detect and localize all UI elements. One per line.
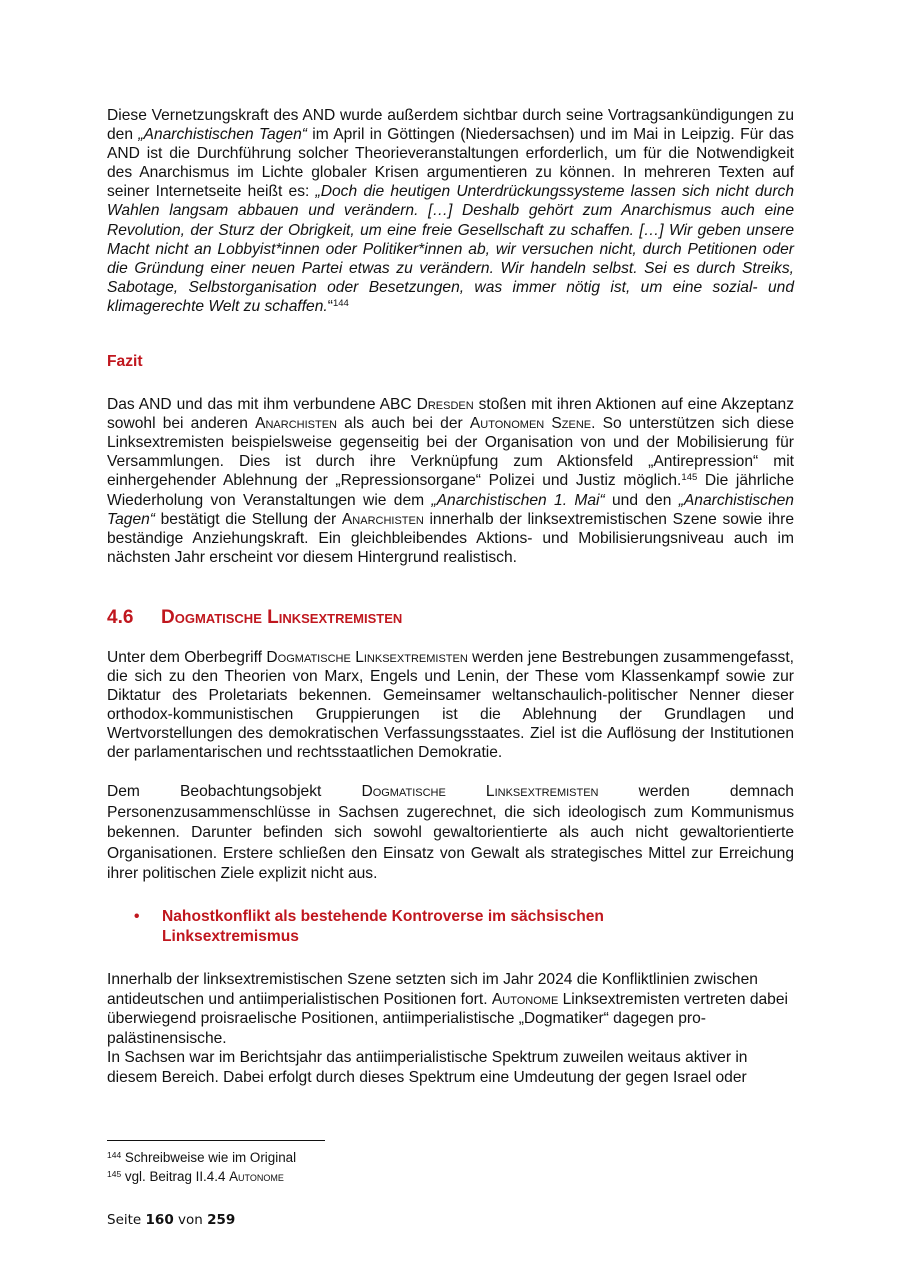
paragraph-definition: Unter dem Oberbegriff Dogmatische Linksextremisten werden jene Bestrebungen zusammengefasst, die sich zu den Theorien von Marx, Engels und Lenin, der These vom Klassenkampf sowie zur Diktatur des Proletariats bekennen. Gemeinsamer weltanschaulich-politischer Nenner dieser orthodox-kommunistischen Gruppierungen ist die Ablehnung der Grundlagen und Wertvorstellungen des demokratischen Verfassungsstaates. Ziel ist die Auflösung der Institutionen der parlamentarischen und rechtsstaatlichen Demokratie.: [107, 648, 794, 762]
footnote-separator: [107, 1140, 325, 1141]
footnote-ref-144: 144: [332, 297, 349, 309]
paragraph-fazit: Das AND und das mit ihm verbundene ABC Dresden stoßen mit ihren Aktionen auf eine Akzeptanz sowohl bei anderen Anarchisten als auch bei der Autonomen Szene. So unterstützen sich diese Linksextremisten beispielsweise gegenseitig bei der Organisation von und der Mobilisierung für Versammlungen. Dies ist durch ihre Verknüpfung zum Aktionsfeld „Antirepression“ mit einhergehender Ablehnung der „Repressionsorgane“ Polizei und Justiz möglich.$^{145}$ Die jährliche Wiederholung von Veranstaltungen wie dem „Anarchistischen 1. Mai“ und den „Anarchistischen Tagen“ bestätigt die Stellung der Anarchisten innerhalb der linksextremistischen Szene sowie ihre beständige Anziehungskraft. Ein gleichbleibendes Aktions- und Mobilisierungsniveau auch im nächsten Jahr erscheint vor diesem Hintergrund realistisch.: [107, 396, 795, 566]
quote: „Doch die heutigen Unterdrückungssysteme lassen sich nicht durch Wahlen langsam abbauen und verändern. […] Deshalb gehört zum Anarchismus auch eine Revolution, der Sturz der Obrigkeit, um eine freie Gesellschaft zu schaffen. […] Wir geben unsere Macht nicht an Lobbyist*innen oder Politiker*innen ab, wir versuchen nicht, durch Petitionen oder die Gründung einer neuen Partei etwas zu verändern. Wir handeln selbst. Sei es durch Streiks, Sabotage, Selbstorganisation oder Besetzungen, was immer nötig ist, um eine sozial- und klimagerechte Welt zu schaffen.: [107, 183, 794, 315]
bullet-subheading: [107, 907, 794, 948]
paragraph-middle-east: Innerhalb der linksextremistischen Szene setzten sich im Jahr 2024 die Konfliktlinien zwischen antideutschen und antiimperialistischen Positionen fort. Autonome Linksextremisten vertreten dabei überwiegend proisraelische Positionen, antiimperialistische „Dogmatiker“ dagegen pro-palästinensische. In Sachsen war im Berichtsjahr das antiimperialistische Spektrum zuweilen weitaus aktiver in diesem Bereich. Dabei erfolgt durch dieses Spektrum eine Umdeutung der gegen Israel oder: [107, 970, 788, 1086]
chapter-heading: [107, 606, 794, 630]
footnote-ref-145: 145: [681, 472, 698, 484]
footnote-144: $^{144}$ Schreibweise wie im Original: [107, 1150, 297, 1165]
bullet-text: Nahostkonflikt als bestehende Kontroverse im sächsischen Linksextremismus: [162, 907, 604, 946]
bullet-icon: •: [134, 907, 140, 925]
page-number: Seite 160 von 259: [107, 1212, 236, 1228]
page-body: [107, 106, 794, 1088]
footnote-145: $^{145}$ vgl. Beitrag II.4.4 Autonome: [107, 1169, 284, 1184]
section-title-fazit: Fazit: [107, 353, 143, 371]
chapter-number: 4.6: [107, 606, 134, 628]
paragraph-observation: Dem Beobachtungsobjekt Dogmatische Linksextremisten werden demnach Personenzusammenschlüsse in Sachsen zugerechnet, die sich ideologisch zum Kommunismus bekennen. Darunter befinden sich sowohl gewaltorientierte als auch nicht gewaltorientierte Organisationen. Erstere schließen den Einsatz von Gewalt als strategisches Mittel zur Erreichung ihrer politischen Ziele explizit nicht aus.: [107, 783, 794, 883]
paragraph-and-network: Diese Vernetzungskraft des AND wurde außerdem sichtbar durch seine Vortragsankündigungen zu den „Anarchistischen Tagen“ im April in Göttingen (Niedersachsen) und im Mai in Leipzig. Für das AND ist die Durchführung solcher Theorieveranstaltungen erforderlich, um für die Notwendigkeit des Anarchismus im Lichte globaler Krisen argumentieren zu können. In mehreren Texten auf seiner Internetseite heißt es: „Doch die heutigen Unterdrückungssysteme lassen sich nicht durch Wahlen langsam abbauen und verändern. […] Deshalb gehört zum Anarchismus auch eine Revolution, der Sturz der Obrigkeit, um eine freie Gesellschaft zu schaffen. […] Wir geben unsere Macht nicht an Lobbyist*innen oder Politiker*innen ab, wir versuchen nicht, durch Petitionen oder die Gründung einer neuen Partei etwas zu verändern. Wir handeln selbst. Sei es durch Streiks, Sabotage, Selbstorganisation oder Besetzungen, was immer nötig ist, um eine sozial- und klimagerechte Welt zu schaffen.“$^{144}$: [107, 107, 794, 315]
chapter-title: Dogmatische Linksextremisten: [161, 606, 403, 628]
